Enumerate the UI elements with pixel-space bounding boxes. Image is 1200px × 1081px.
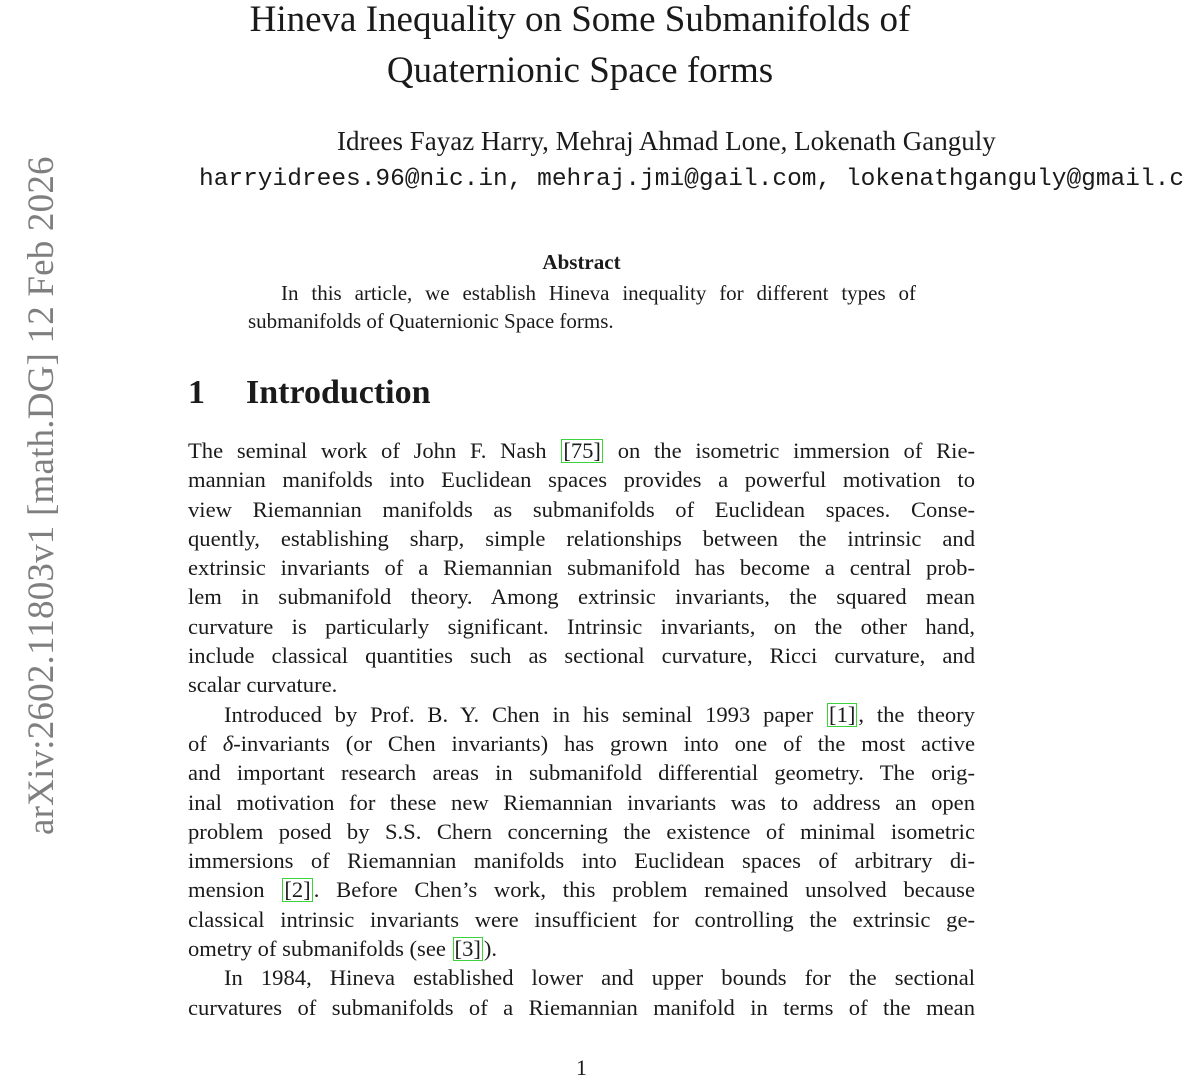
p2-line bbox=[188, 700, 975, 729]
title-line-2: Quaternionic Space forms bbox=[386, 50, 774, 91]
p1-line: extrinsic invariants of a Riemannian submanifold has become a central prob- bbox=[188, 555, 975, 581]
introduction-body bbox=[188, 436, 975, 1022]
p1-line: lem in submanifold theory. Among extrinsic invariants, the squared mean bbox=[188, 584, 975, 610]
text-run: ). bbox=[483, 936, 498, 962]
text-run: ometry of submanifolds (see bbox=[188, 936, 452, 962]
paper-title bbox=[150, 0, 1010, 96]
text-run: . Before Chen’s work, this problem remained unsolved because bbox=[313, 877, 975, 903]
p2-line: classical intrinsic invariants were insufficient for controlling the extrinsic ge- bbox=[188, 906, 975, 932]
p1-line: quently, establishing sharp, simple relationships between the intrinsic and bbox=[188, 525, 975, 551]
p2-line: immersions of Riemannian manifolds into Euclidean spaces of arbitrary di- bbox=[188, 848, 975, 874]
text-run: The seminal work of John F. Nash bbox=[188, 438, 561, 463]
p3-line: curvatures of submanifolds of a Riemannian manifold in terms of the mean bbox=[188, 994, 975, 1020]
section-title: Introduction bbox=[246, 374, 431, 411]
citation-link[interactable]: [75] bbox=[563, 438, 601, 463]
section-number: 1 bbox=[188, 374, 205, 411]
p2-line: and important research areas in submanifold differential geometry. The orig- bbox=[188, 760, 975, 786]
p1-line bbox=[188, 436, 975, 465]
p1-line: view Riemannian manifolds as submanifolds of Euclidean spaces. Conse- bbox=[188, 496, 975, 522]
text-run: , the theory bbox=[858, 701, 975, 727]
abstract-heading: Abstract bbox=[542, 250, 621, 274]
p1-line: include classical quantities such as sectional curvature, Ricci curvature, and bbox=[188, 643, 975, 669]
page-number: 1 bbox=[576, 1055, 587, 1080]
arxiv-identifier-stamp: arXiv:2602.11803v1 [math.DG] 12 Feb 2026 bbox=[21, 156, 62, 835]
abstract-text: In this article, we establish Hineva inequality for different types of submanifolds of Quaternionic Space forms. bbox=[248, 281, 916, 333]
text-run: mension bbox=[188, 877, 282, 903]
p2-line: inal motivation for these new Riemannian invariants was to address an open bbox=[188, 789, 975, 815]
citation-link[interactable]: [3] bbox=[454, 936, 481, 962]
p2-line bbox=[188, 729, 975, 758]
section-heading-introduction bbox=[188, 374, 431, 412]
author-list: Idrees Fayaz Harry, Mehraj Ahmad Lone, Lokenath Ganguly bbox=[337, 126, 996, 156]
title-line-1: Hineva Inequality on Some Submanifolds of bbox=[249, 0, 911, 40]
p1-line: scalar curvature. bbox=[188, 672, 338, 698]
text-run: -invariants (or Chen invariants) has grown into one of the most active bbox=[233, 730, 975, 756]
p2-line bbox=[188, 934, 975, 963]
p1-line: curvature is particularly significant. Intrinsic invariants, on the other hand, bbox=[188, 613, 975, 639]
delta-symbol: δ bbox=[222, 730, 234, 756]
text-run: Introduced by Prof. B. Y. Chen in his seminal 1993 paper bbox=[224, 701, 827, 727]
text-run: on the isometric immersion of Rie- bbox=[603, 438, 975, 463]
p1-line: mannian manifolds into Euclidean spaces provides a powerful motivation to bbox=[188, 467, 975, 493]
p2-line bbox=[188, 875, 975, 904]
citation-link[interactable]: [2] bbox=[284, 877, 311, 903]
p3-line: In 1984, Hineva established lower and upper bounds for the sectional bbox=[224, 965, 975, 991]
citation-link[interactable]: [1] bbox=[829, 701, 856, 727]
author-emails: harryidrees.96@nic.in, mehraj.jmi@gail.com, lokenathganguly@gmail.c bbox=[199, 166, 1185, 193]
p2-line: problem posed by S.S. Chern concerning the existence of minimal isometric bbox=[188, 818, 975, 844]
text-run: of bbox=[188, 730, 223, 756]
